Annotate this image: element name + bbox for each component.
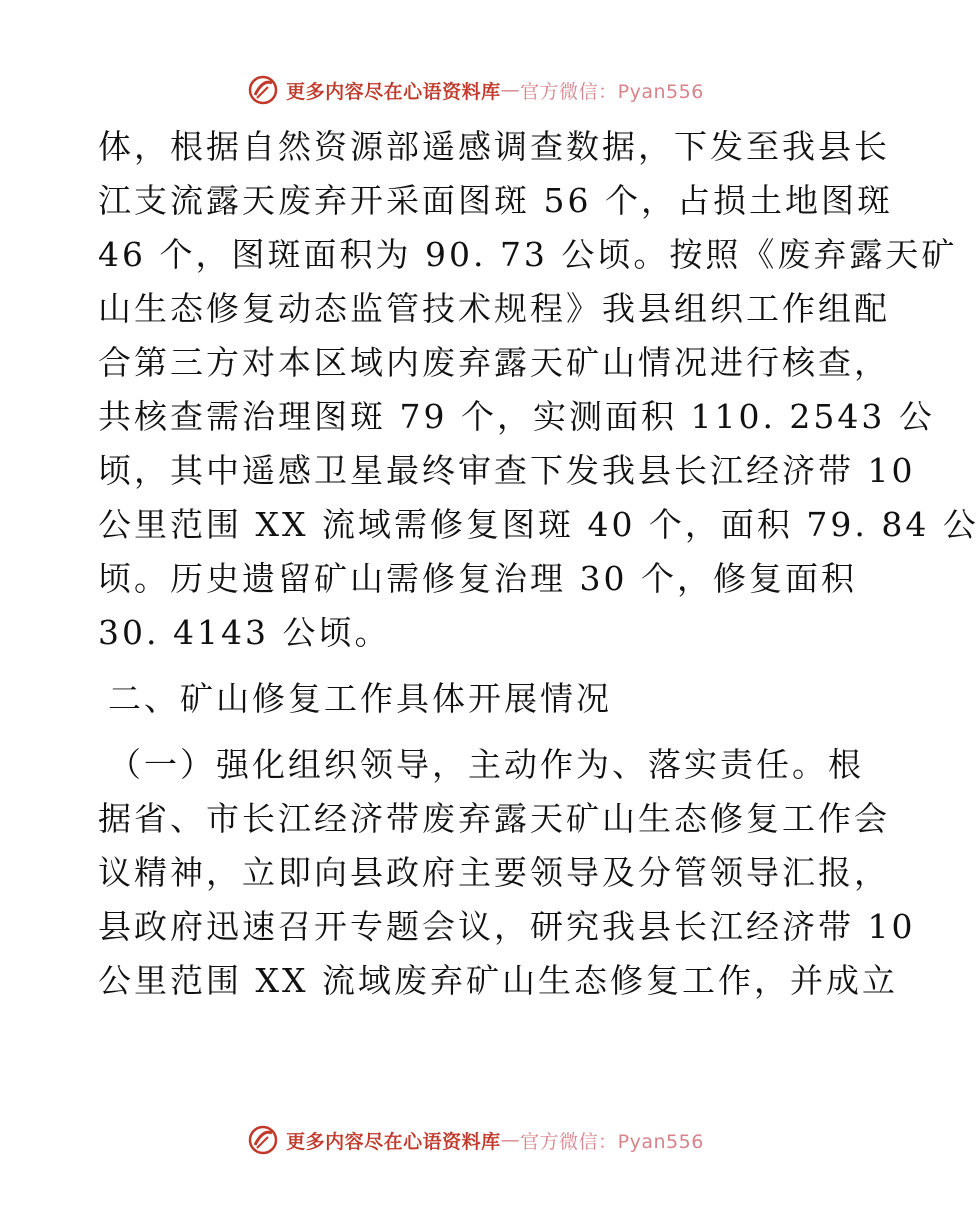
paragraph-2-line: 县政府迅速召开专题会议，研究我县长江经济带 10 — [98, 907, 916, 946]
section-heading: 二、矿山修复工作具体开展情况 — [108, 679, 612, 718]
paragraph-1-line: 共核查需治理图斑 79 个，实测面积 110. 2543 公 — [98, 397, 935, 436]
logo-icon — [246, 1123, 280, 1157]
paragraph-1-line: 江支流露天废弃开采面图斑 56 个，占损土地图斑 — [98, 181, 893, 220]
paragraph-2-line: （一）强化组织领导，主动作为、落实责任。根 — [108, 745, 864, 784]
paragraph-1-line: 山生态修复动态监管技术规程》我县组织工作组配 — [98, 289, 890, 328]
watermark-top — [0, 70, 950, 110]
paragraph-1-line: 公里范围 XX 流域需修复图斑 40 个，面积 79. 84 公 — [98, 505, 979, 544]
watermark-brand: 更多内容尽在心语资料库 — [286, 1130, 501, 1153]
paragraph-1-line: 合第三方对本区域内废弃露天矿山情况进行核查， — [98, 343, 890, 382]
watermark-contact: 官方微信：Pyan556 — [520, 1130, 704, 1153]
paragraph-2-line: 公里范围 XX 流域废弃矿山生态修复工作，并成立 — [98, 961, 898, 1000]
watermark-contact: 官方微信：Pyan556 — [520, 80, 704, 103]
document-body — [98, 120, 979, 1008]
watermark-separator: — — [500, 79, 521, 101]
watermark-bottom — [0, 1120, 950, 1160]
paragraph-1-line: 46 个，图斑面积为 90. 73 公顷。按照《废弃露天矿 — [98, 235, 958, 274]
paragraph-gap — [98, 660, 878, 672]
watermark-separator: — — [500, 1129, 521, 1151]
paragraph-1-line: 30. 4143 公顷。 — [98, 613, 391, 652]
watermark-brand: 更多内容尽在心语资料库 — [286, 80, 501, 103]
logo-icon — [246, 73, 280, 107]
paragraph-1-line: 顷。历史遗留矿山需修复治理 30 个，修复面积 — [98, 559, 857, 598]
paragraph-1-line: 顷，其中遥感卫星最终审查下发我县长江经济带 10 — [98, 451, 916, 490]
paragraph-2-line: 议精神，立即向县政府主要领导及分管领导汇报， — [98, 853, 890, 892]
paragraph-1-line: 体，根据自然资源部遥感调查数据，下发至我县长 — [98, 127, 890, 166]
paragraph-gap — [98, 726, 878, 738]
paragraph-2-line: 据省、市长江经济带废弃露天矿山生态修复工作会 — [98, 799, 890, 838]
